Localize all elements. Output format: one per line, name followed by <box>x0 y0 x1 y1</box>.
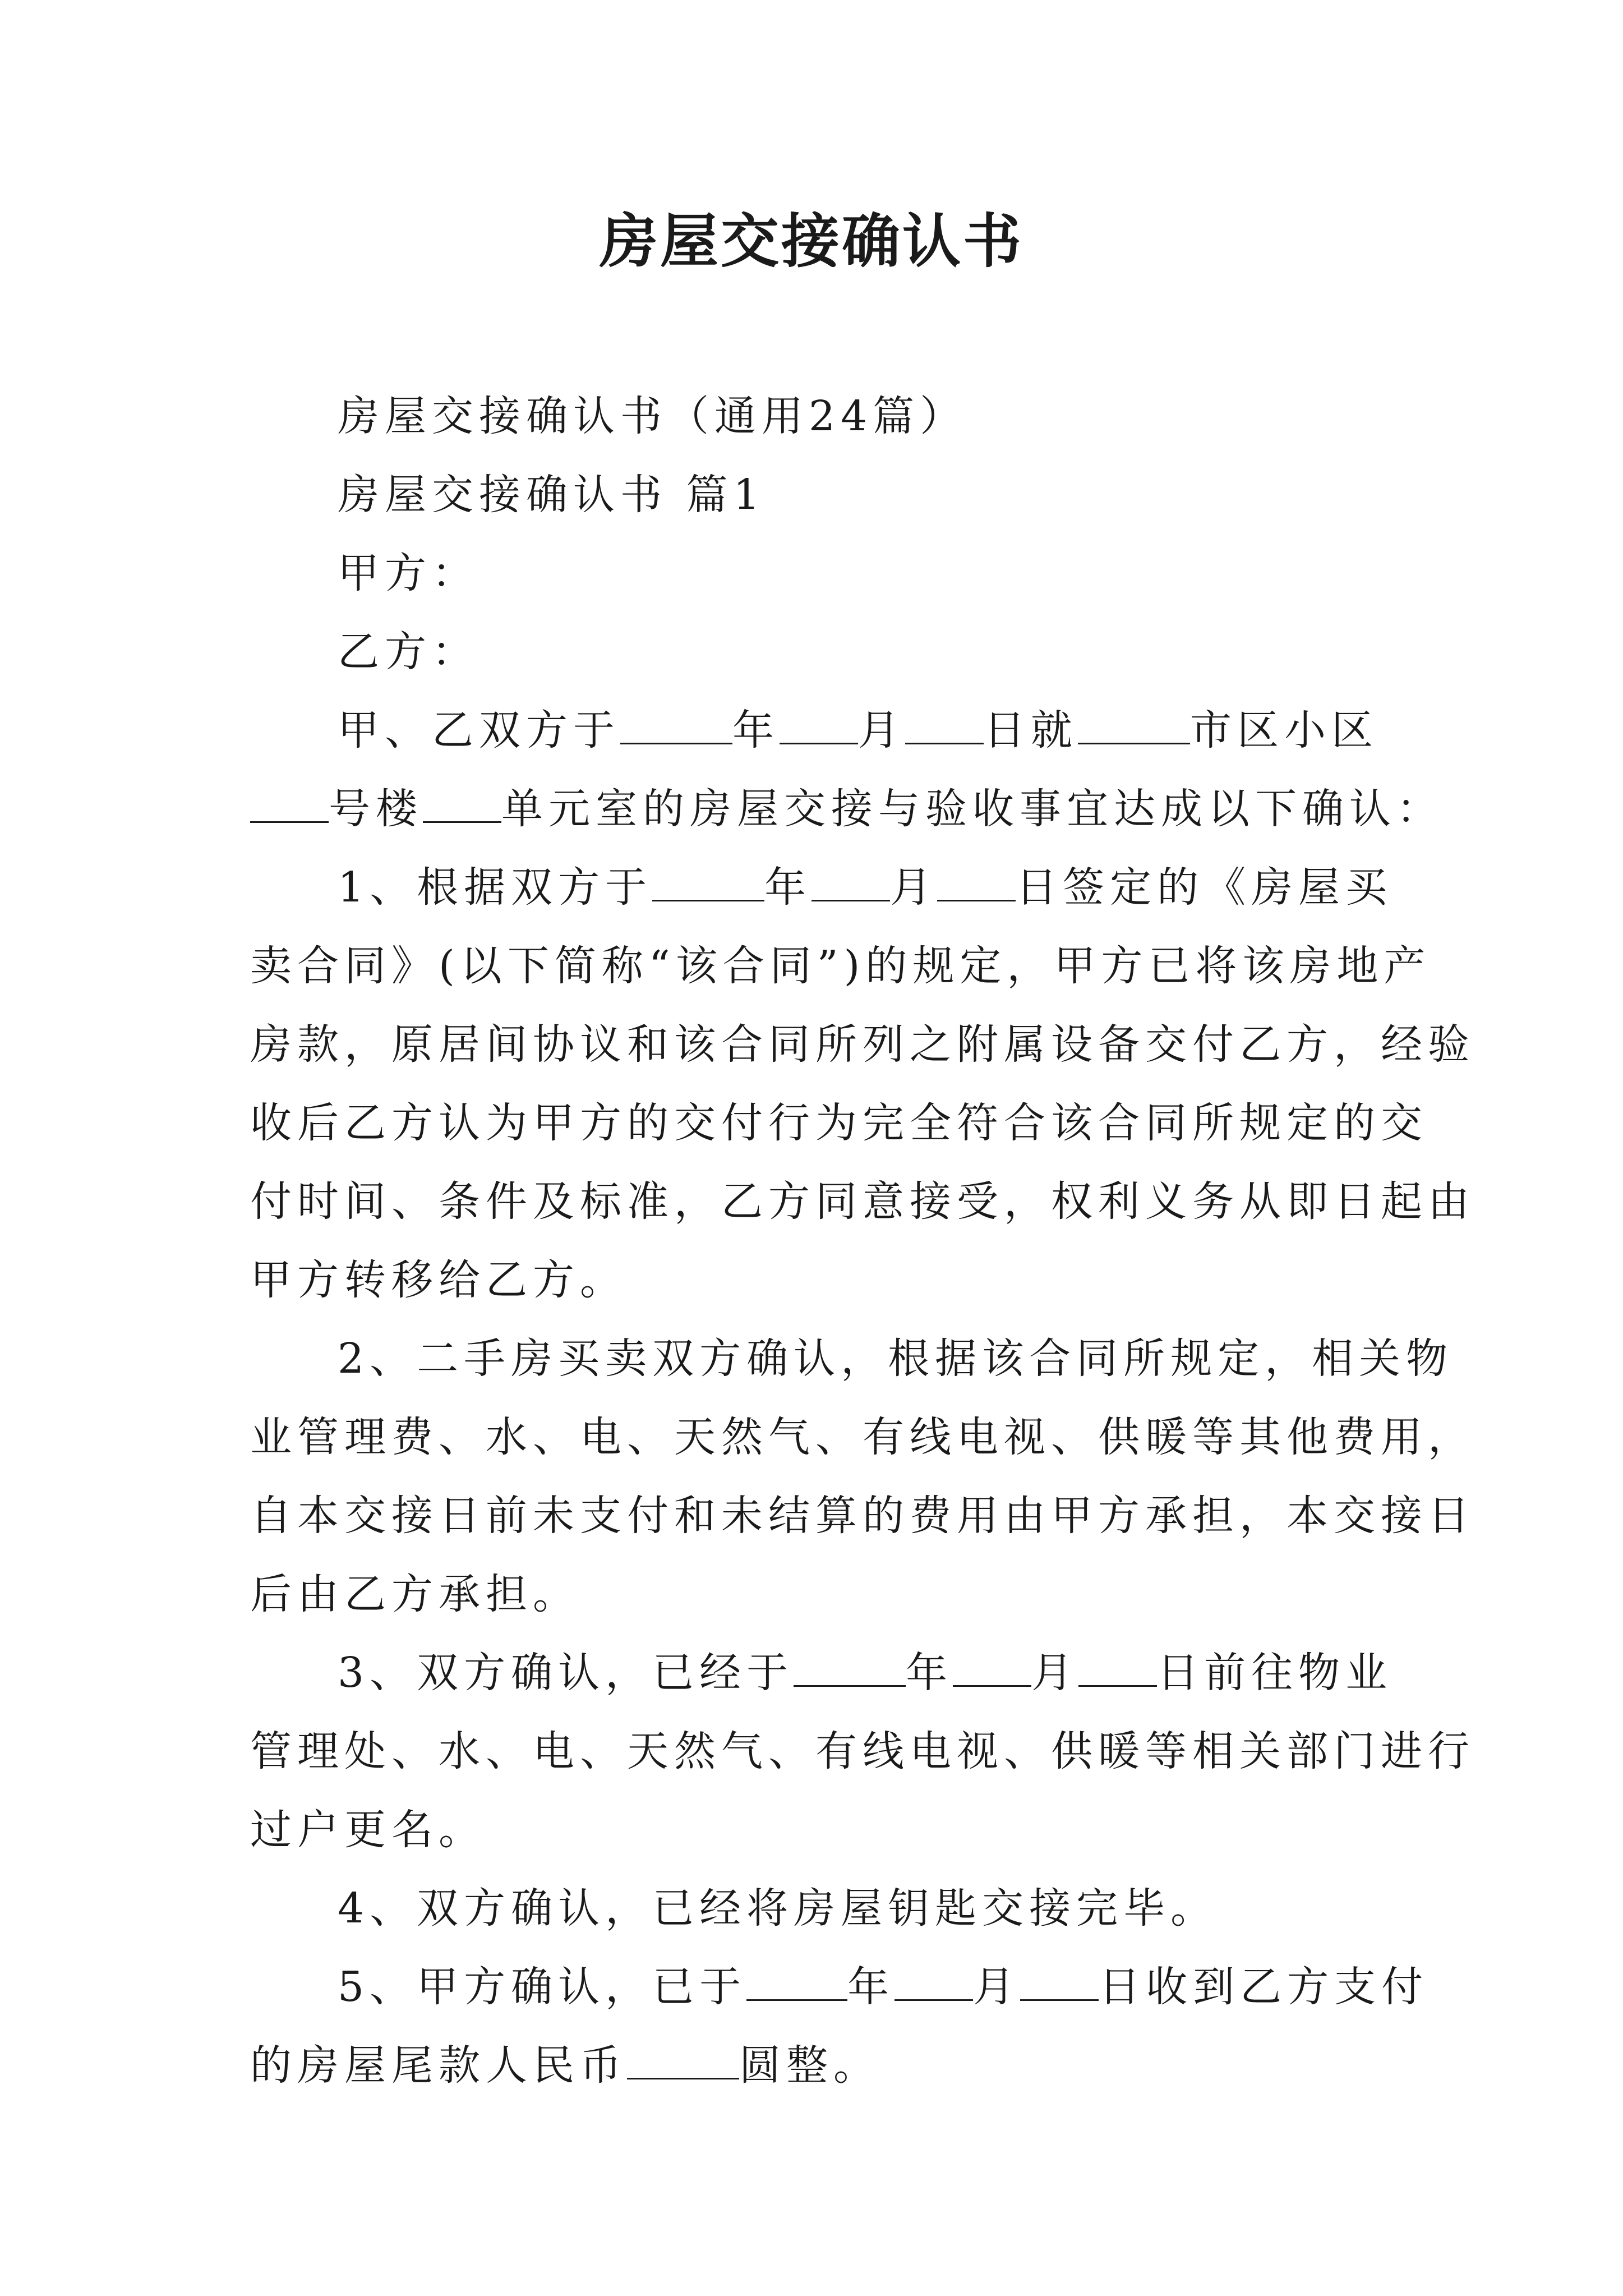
clause4-line: 4、双方确认，已经将房屋钥匙交接完毕。 <box>338 1884 1218 1932</box>
clause-text: 5、甲方确认，已于 <box>338 1963 747 2011</box>
clause3-line-1 <box>250 1634 1393 1712</box>
clause-text: 1、根据双方于 <box>338 863 653 912</box>
clause-text: 年 <box>906 1649 953 1697</box>
clause-text: 月 <box>1031 1649 1079 1697</box>
clause-text: 年 <box>847 1963 895 2011</box>
intro-line-1 <box>250 691 1377 770</box>
clause1-line: 甲方转移给乙方。 <box>250 1256 627 1304</box>
blank-field <box>746 1960 847 2001</box>
blank-field <box>652 861 764 901</box>
clause1-line: 付时间、条件及标准，乙方同意接受，权利义务从即日起由 <box>250 1177 1475 1226</box>
clause-text: 日签定的《房屋买 <box>1016 863 1393 912</box>
clause1-line: 收后乙方认为甲方的交付行为完全符合该合同所规定的交 <box>250 1099 1428 1147</box>
intro-text: 号楼 <box>329 785 423 833</box>
blank-field <box>1078 1646 1157 1687</box>
clause1-line: 卖合同》(以下简称“该合同”)的规定，甲方已将该房地产 <box>250 942 1431 990</box>
clause1-line: 房款，原居间协议和该合同所列之附属设备交付乙方，经验 <box>250 1020 1475 1069</box>
section-heading: 房屋交接确认书 篇1 <box>338 471 766 519</box>
clause2-line: 自本交接日前未支付和未结算的费用由甲方承担，本交接日 <box>250 1492 1475 1540</box>
clause1-line-1 <box>250 848 1393 927</box>
blank-field <box>1020 1960 1099 2001</box>
document-title: 房屋交接确认书 <box>599 206 1023 275</box>
clause-text: 日前往物业 <box>1157 1649 1393 1697</box>
clause-text: 月 <box>973 1963 1021 2011</box>
clause-text: 的房屋尾款人民币 <box>250 2041 627 2090</box>
blank-field <box>895 1960 973 2001</box>
blank-field <box>250 782 329 823</box>
intro-text: 市区小区 <box>1190 706 1378 754</box>
intro-text: 甲、乙双方于 <box>338 706 620 754</box>
intro-text: 月 <box>858 706 905 754</box>
blank-field <box>780 703 858 744</box>
intro-text: 年 <box>732 706 780 754</box>
blank-field <box>620 703 732 744</box>
clause5-line-2 <box>250 2026 1377 2105</box>
clause5-line-1 <box>250 1948 1429 2026</box>
party-a-label: 甲方： <box>338 549 479 597</box>
clause3-line: 过户更名。 <box>250 1806 486 1854</box>
blank-field <box>953 1646 1031 1687</box>
subtitle: 房屋交接确认书（通用24篇） <box>338 392 967 440</box>
clause3-line: 管理处、水、电、天然气、有线电视、供暖等相关部门进行 <box>250 1727 1475 1775</box>
party-b-label: 乙方： <box>338 628 479 676</box>
blank-field <box>1078 703 1190 744</box>
blank-field <box>794 1646 906 1687</box>
intro-text: 单元室的房屋交接与验收事宜达成以下确认： <box>501 785 1444 833</box>
blank-field <box>423 782 501 823</box>
intro-text: 日就 <box>984 706 1078 754</box>
clause2-line: 2、二手房买卖双方确认，根据该合同所规定，相关物 <box>338 1335 1454 1383</box>
blank-field <box>627 2039 739 2079</box>
clause-text: 3、双方确认，已经于 <box>338 1649 794 1697</box>
clause-text: 月 <box>890 863 938 912</box>
clause2-line: 后由乙方承担。 <box>250 1570 580 1618</box>
clause-text: 年 <box>764 863 812 912</box>
blank-field <box>811 861 890 901</box>
clause-text: 日收到乙方支付 <box>1099 1963 1429 2011</box>
blank-field <box>937 861 1016 901</box>
document-body <box>250 377 1475 2105</box>
intro-line-2 <box>250 770 1444 848</box>
clause2-line: 业管理费、水、电、天然气、有线电视、供暖等其他费用， <box>250 1413 1475 1461</box>
clause-text: 圆整。 <box>739 2041 880 2090</box>
blank-field <box>905 703 984 744</box>
